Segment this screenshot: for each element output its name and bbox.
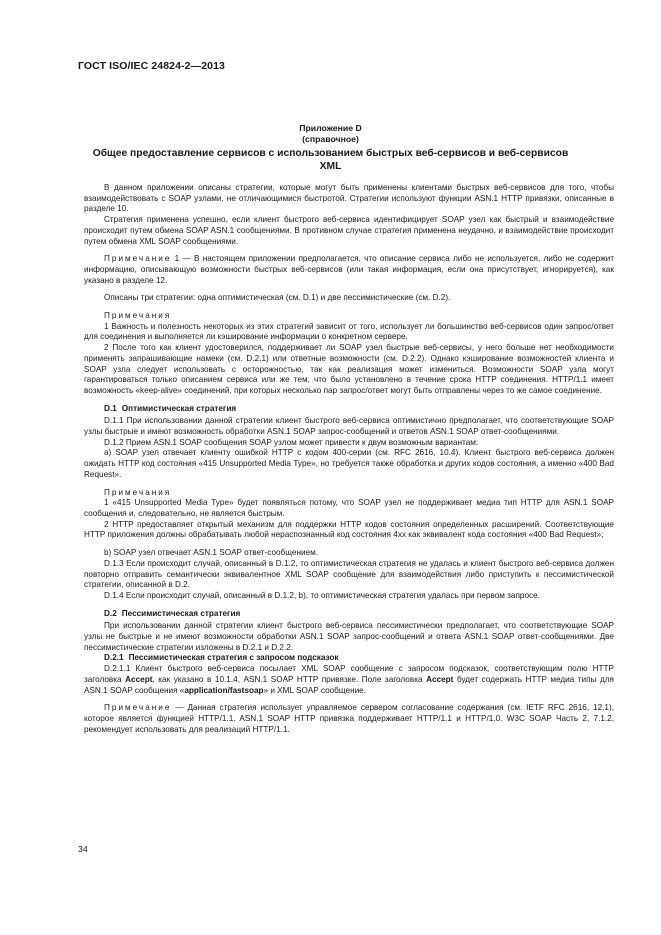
list-item: b) SOAP узел отвечает ASN.1 SOAP ответ-сообщением. [104, 548, 318, 558]
paragraph: Стратегия применена успешно, если клиент быстрого веб-сервиса идентифицирует SOAP узел как быстрый и взаимодействие происходит путем обмена SOAP ASN.1 сообщениями. В противном случае стратегия применена неудачно, и взаимодействие происходит путем обмена XML SOAP сообщениями. [84, 215, 614, 246]
note-label: Примечание [104, 254, 172, 264]
note-item: 2 HTTP предоставляет открытый механизм для поддержки HTTP кодов состояния определенных расширений. Соответствующие HTTP приложения должны обрабатывать любой нераспознанный код состояния 4xx как эквивалент кода состояния «400 Bad Request»; [84, 519, 614, 540]
notes-label: Примечания [104, 487, 172, 497]
note-item: 2 После того как клиент удостоверился, поддерживает ли SOAP узел быстрые веб-сервисы, у него больше нет необходимости применять запрашивающие намеки (см. D.2.1) или ответные возможности (см. D.2.2). Однако кэширование возможностей клиента и SOAP узла следует использовать с осторожностью, так как реализация может измениться. Возможности SOAP узла могут гарантироваться только описанием сервиса или же тем, что было установлено в течение срока HTTP соединения. HTTP/1.1 имеет возможность «keep-alive» соединений, при которых несколько пар запрос/ответ могут быть отправлены через то же самое соединение. [84, 343, 614, 395]
section-number: D.2 [104, 608, 117, 618]
paragraph: D.1.3 Если происходит случай, описанный в D.1.2, то оптимистическая стратегия не удалась и клиент быстрого веб-сервиса должен повторно отправить семантически эквивалентное XML SOAP сообщение для взаимодействия либо приступить к пессимистической стратегии, описанной в D.2. [84, 558, 614, 590]
notes-label: Примечания [104, 311, 172, 321]
text-run-bold: Accept [426, 674, 454, 684]
text-run-bold: application/fastsoap [184, 685, 264, 695]
paragraph: D.1.4 Если происходит случай, описанный в D.1.2, b), то оптимистическая стратегия удалась при первом запросе. [104, 590, 540, 600]
text-run: будет содержать HTTP медиа типы для ASN.1 SOAP сообщения « [84, 674, 614, 695]
page-number: 34 [78, 844, 88, 854]
subsection-heading-d21 [84, 653, 614, 664]
note [84, 254, 614, 286]
note-item: 1 «415 Unsupported Media Type» будет появляться потому, что SOAP узел не поддерживает медиа тип HTTP для ASN.1 SOAP сообщения и, следовательно, не является быстрым. [84, 498, 614, 518]
body-text [84, 183, 614, 735]
paragraph: D.1.1 При использовании данной стратегии клиент быстрого веб-сервиса оптимистично предполагает, что соответствующие SOAP узлы быстрые и имеют возможность обработки ASN.1 SOAP запрос-сообщений и ответов ASN.1 SOAP ответ-сообщениями. [84, 416, 614, 437]
paragraph: При использовании данной стратегии клиент быстрого веб-сервиса пессимистически предполагает, что соответствующие SOAP узлы не быстрые и не имеют возможности обработки ASN.1 SOAP запрос-сообщений и ответа ASN.1 SOAP ответ-сообщениями. Две пессимистические стратегии изложены в D.2.1 и D.2.2. [84, 621, 614, 652]
subsection-number: D.2.1 [104, 653, 124, 663]
list-item: a) SOAP узел отвечает клиенту ошибкой HTTP с кодом 400-серии (см. RFC 2616, 10.4). Клиент быстрого веб-сервиса должен ожидать HTTP код состояния «415 Unsupported Media Type», но требуется также обработка и других кодов состояния, а именно «400 Bad Request». [84, 448, 614, 479]
paragraph: В данном приложении описаны стратегии, которые могут быть применены клиентами быстрых веб-сервисов для того, чтобы взаимодействовать с SOAP узлами, не отличающимися быстротой. Стратегии используют функции ASN.1 HTTP привязки, описанные в разделе 10. [84, 183, 614, 214]
paragraph [84, 664, 614, 696]
appendix-title: Общее предоставление сервисов с использованием быстрых веб-сервисов и веб-сервисов XML [92, 148, 569, 172]
section-heading-d1 [84, 404, 614, 415]
subsection-title: Пессимистическая стратегия с запросом подсказок [128, 653, 339, 663]
paragraph: Описаны три стратегии: одна оптимистическая (см. D.1) и две пессимистические (см. D.2). [104, 293, 451, 303]
section-title: Пессимистическая стратегия [121, 608, 241, 618]
note [84, 703, 614, 735]
note-item: 1 Важность и полезность некоторых из этих стратегий зависит от того, использует ли большинство веб-сервисов один запрос/ответ для соединения и выполняется ли кэширование информации о конкретном сервере. [84, 321, 614, 342]
standard-header: ГОСТ ISO/IEC 24824-2—2013 [78, 60, 225, 72]
text-run: » и XML SOAP сообщение. [263, 685, 366, 695]
note-text: — Данная стратегия использует управляемое сервером согласование содержания (см. IETF RFC 2616, 12.1), которое является функцией HTTP/1.1. ASN.1 SOAP HTTP привязка поддерживает HTTP/1.1 и HTTP/1.0. W3C SOAP Часть 2, 7.1.2, рекомендует использовать для реализаций HTTP/1.1. [84, 703, 614, 734]
appendix-type: (справочное) [302, 134, 359, 144]
note-label: Примечание [104, 703, 172, 713]
section-heading-d2 [84, 609, 614, 620]
paragraph: D.1.2 Прием ASN.1 SOAP сообщения SOAP узлом может привести к двум возможным вариантам: [104, 437, 479, 447]
text-run: , как указано в 10.1.4, ASN.1 SOAP HTTP привязке. Поле заголовка [152, 674, 427, 684]
section-title: Оптимистическая стратегия [121, 403, 237, 413]
section-number: D.1 [104, 403, 117, 413]
text-run-bold: Accept [125, 674, 153, 684]
text-run: D.2.1.1 Клиент быстрого веб-сервиса посылает XML SOAP сообщение с запросом подсказок, соответствующим полю HTTP заголовка [84, 664, 614, 684]
note-text: 1 — В настоящем приложении предполагается, что описание сервиса либо не используется, либо не содержит информацию, описывающую возможности быстрых веб-сервисов (или такая информация, если она присутствует, игнорируется), как указано в разделе 12. [84, 254, 614, 285]
appendix-label: Приложение D [299, 123, 362, 133]
